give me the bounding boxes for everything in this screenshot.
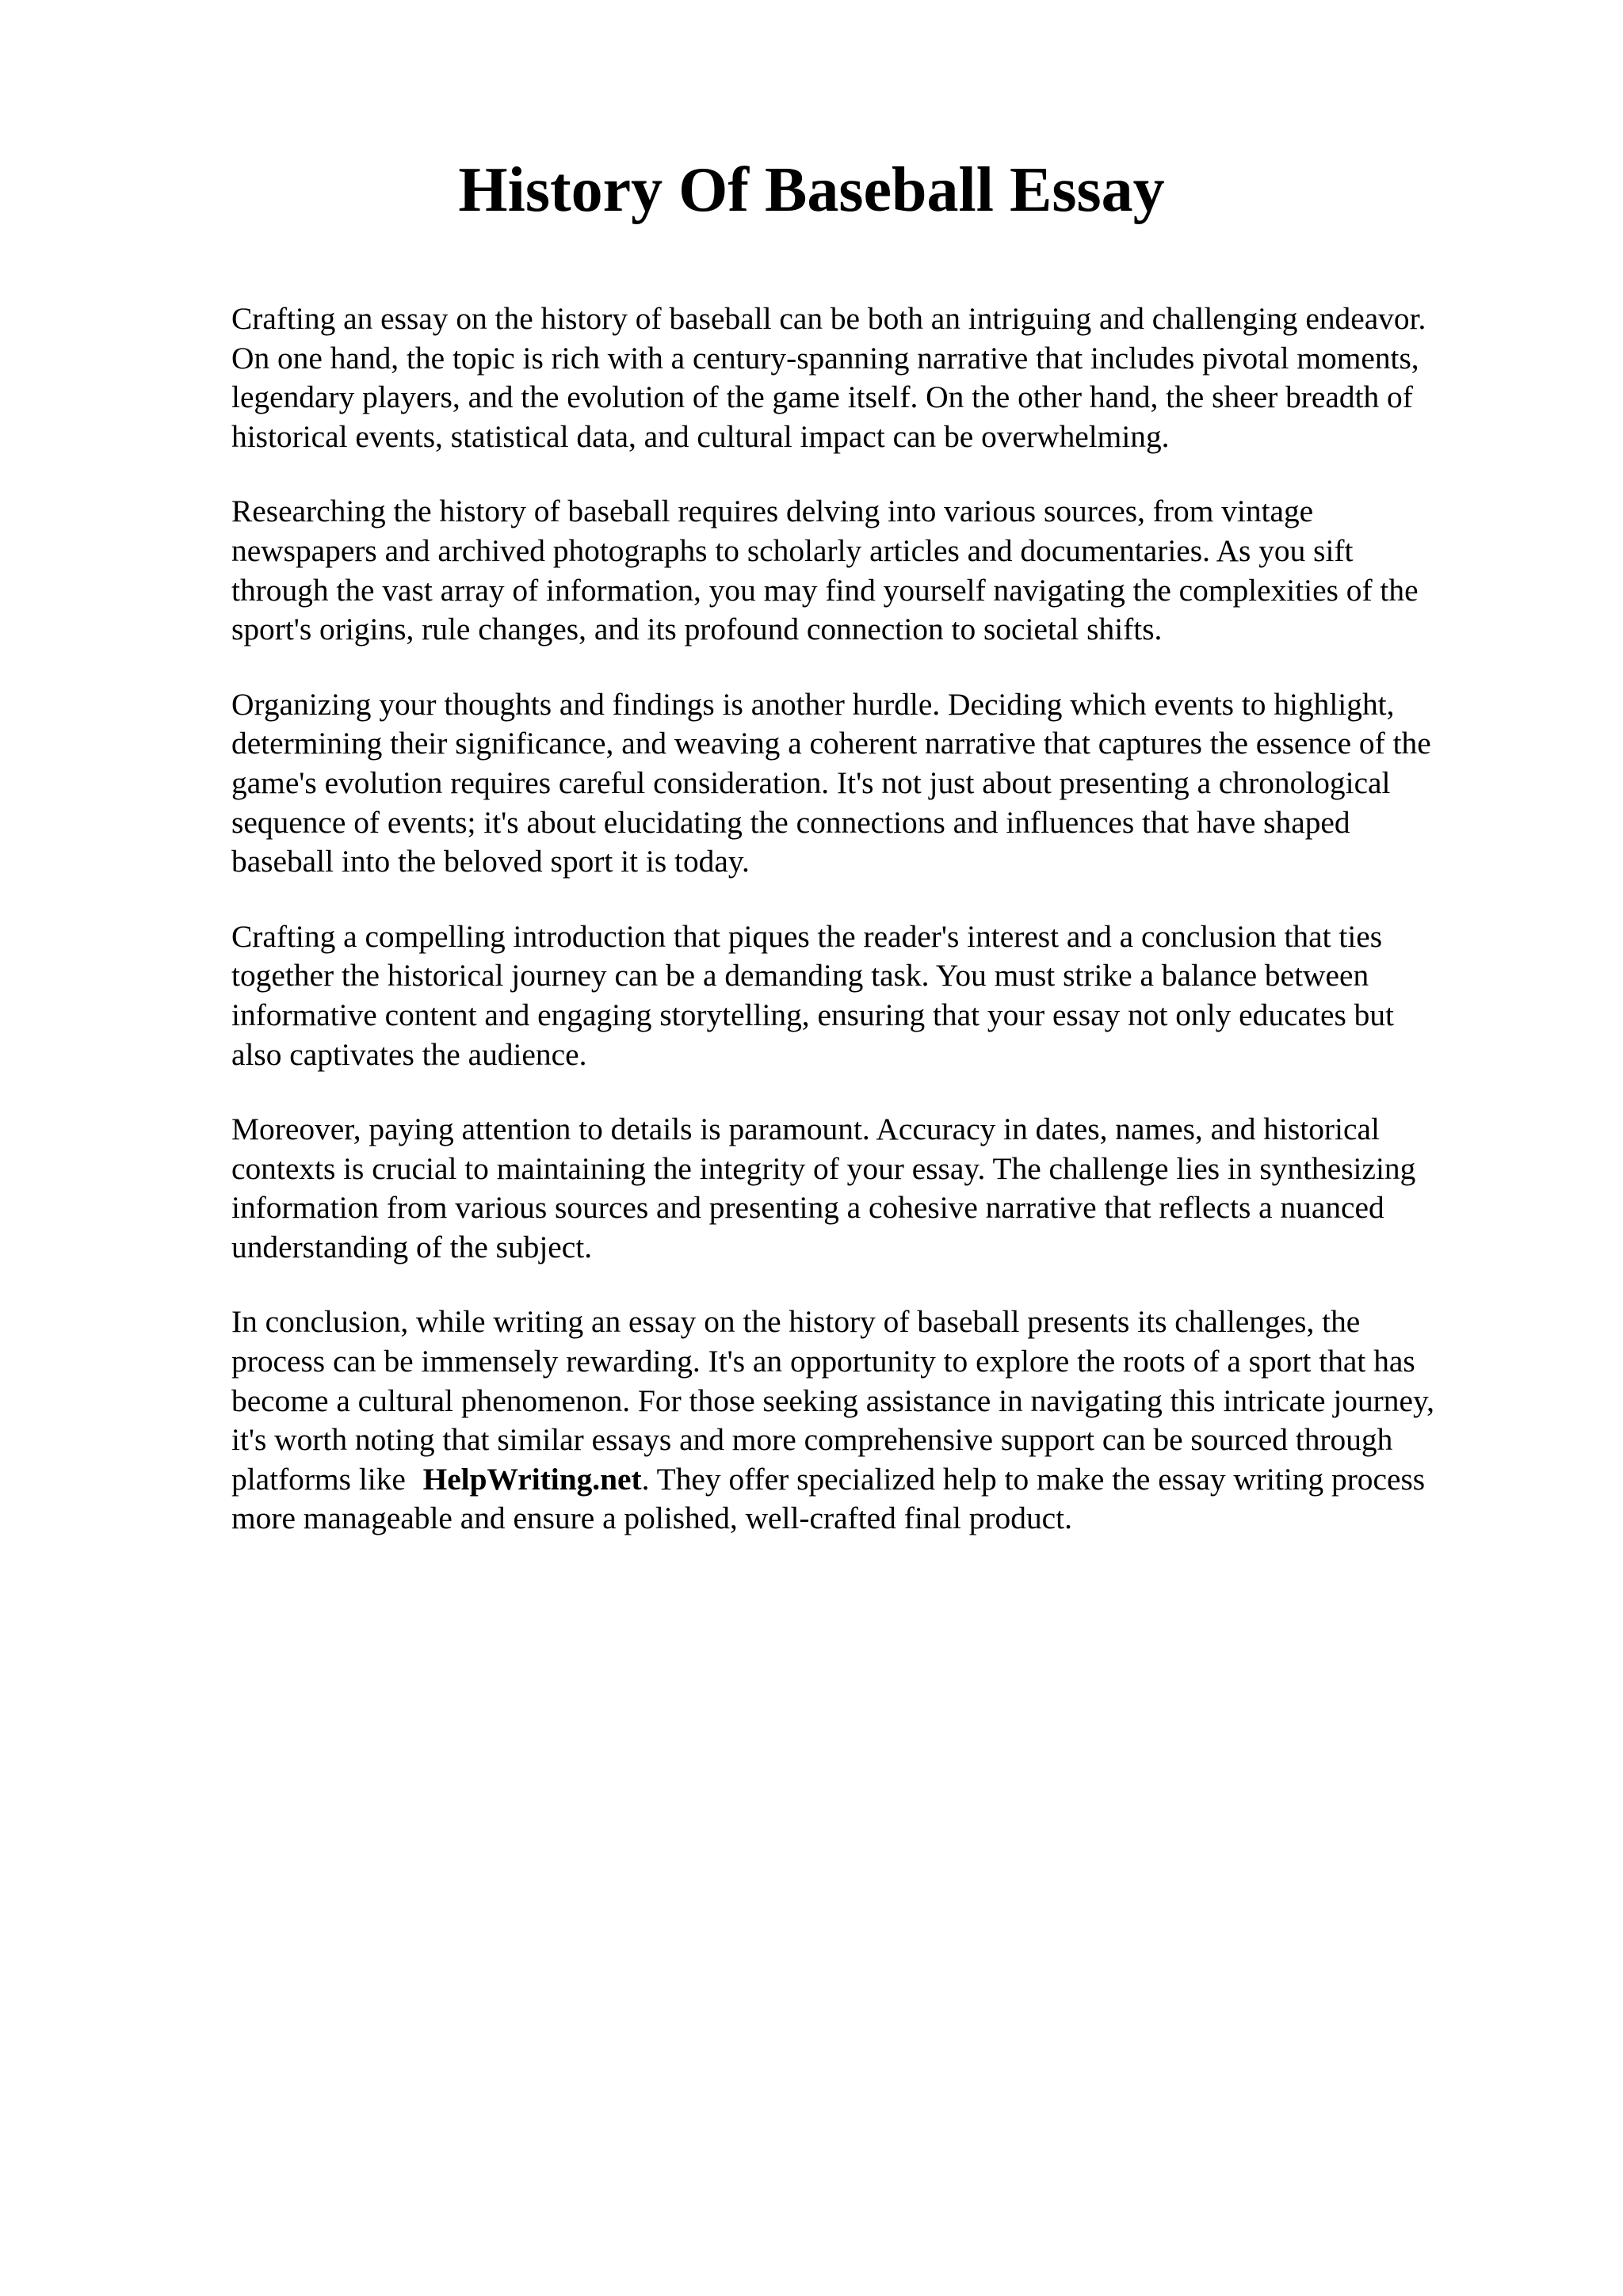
- paragraph-line: historical events, statistical data, and cultural impact can be overwhelming.: [231, 418, 1170, 454]
- paragraph-line: On one hand, the topic is rich with a century-spanning narrative that includes pivotal moments,: [231, 340, 1419, 376]
- paragraph-line: together the historical journey can be a demanding task. You must strike a balance between: [231, 958, 1369, 994]
- paragraph-line-with-link: [231, 1460, 1499, 1500]
- paragraph-line: information from various sources and presenting a cohesive narrative that reflects a nuanced: [231, 1190, 1384, 1226]
- paragraph-line: it's worth noting that similar essays and more comprehensive support can be sourced through: [231, 1422, 1393, 1458]
- paragraph-line: Researching the history of baseball requires delving into various sources, from vintage: [231, 494, 1314, 529]
- document-title: History Of Baseball Essay: [458, 155, 1165, 225]
- paragraph-line: Moreover, paying attention to details is paramount. Accuracy in dates, names, and historical: [231, 1112, 1380, 1147]
- paragraph-line: Crafting a compelling introduction that piques the reader's interest and a conclusion that ties: [231, 918, 1383, 954]
- paragraph-3: [231, 685, 1499, 882]
- paragraph-line: newspapers and archived photographs to scholarly articles and documentaries. As you sift: [231, 532, 1354, 568]
- paragraph-line: more manageable and ensure a polished, well-crafted final product.: [231, 1501, 1072, 1536]
- paragraph-line: also captivates the audience.: [231, 1036, 587, 1072]
- paragraph-2: [231, 492, 1499, 649]
- paragraph-line: contexts is crucial to maintaining the integrity of your essay. The challenge lies in synthesizing: [231, 1150, 1416, 1186]
- paragraph-line: informative content and engaging storytelling, ensuring that your essay not only educates but: [231, 997, 1394, 1032]
- paragraph-line: legendary players, and the evolution of the game itself. On the other hand, the sheer breadth of: [231, 379, 1413, 415]
- paragraph-line: Crafting an essay on the history of baseball can be both an intriguing and challenging endeavor.: [231, 301, 1426, 336]
- paragraph-line: Organizing your thoughts and findings is another hurdle. Deciding which events to highlight,: [231, 686, 1395, 722]
- paragraph-1: [231, 299, 1499, 456]
- paragraph-line: understanding of the subject.: [231, 1229, 593, 1264]
- paragraph-line: sport's origins, rule changes, and its profound connection to societal shifts.: [231, 612, 1163, 647]
- paragraph-line: baseball into the beloved sport it is today.: [231, 844, 750, 879]
- paragraph-5: [231, 1110, 1499, 1267]
- paragraph-line: become a cultural phenomenon. For those seeking assistance in navigating this intricate journey,: [231, 1383, 1434, 1418]
- paragraph-line: In conclusion, while writing an essay on the history of baseball presents its challenges, the: [231, 1304, 1361, 1340]
- paragraph-line: process can be immensely rewarding. It's an opportunity to explore the roots of a sport that has: [231, 1344, 1415, 1379]
- platform-text-before: platforms like: [231, 1461, 406, 1497]
- paragraph-line: through the vast array of information, you may find yourself navigating the complexities of the: [231, 572, 1419, 608]
- paragraph-line: sequence of events; it's about elucidating the connections and influences that have shaped: [231, 804, 1350, 840]
- paragraph-line: determining their significance, and weaving a coherent narrative that captures the essence of the: [231, 726, 1431, 761]
- paragraph-line: game's evolution requires careful consideration. It's not just about presenting a chronological: [231, 765, 1391, 800]
- platform-text-after: . They offer specialized help to make the essay writing process: [641, 1461, 1426, 1497]
- paragraph-6: [231, 1302, 1499, 1539]
- helpwriting-link[interactable]: HelpWriting.net: [422, 1461, 642, 1497]
- document-body: [231, 299, 1499, 1574]
- paragraph-4: [231, 917, 1499, 1074]
